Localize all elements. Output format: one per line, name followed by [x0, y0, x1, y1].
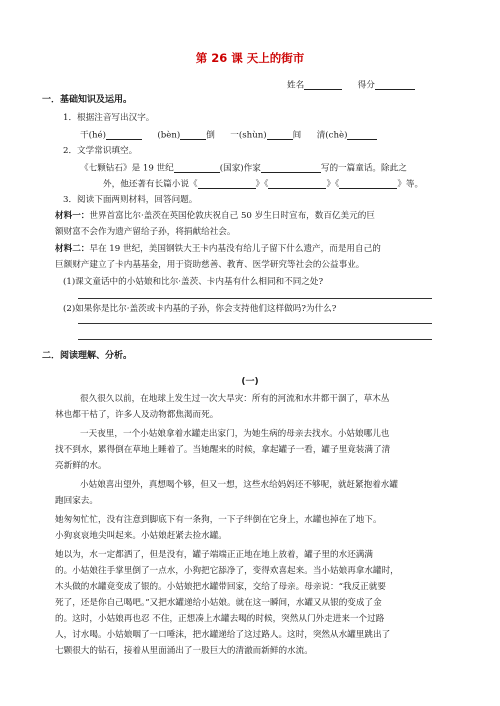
answer-line-1[interactable] [78, 298, 432, 299]
page-title: 第 26 课 天上的街市 [195, 51, 305, 65]
q1-blank-1[interactable] [106, 130, 142, 140]
q2-line2-c: 》《 [326, 179, 340, 190]
score-blank[interactable] [375, 80, 415, 90]
score-label: 得分 [357, 80, 375, 91]
q1-item-1: 干(hé) [80, 130, 106, 141]
q3-sub1: (1)课文童话中的小姑娘和比尔·盖茨、卡内基有什么相同和不同之处? [63, 277, 324, 287]
passage-line: 跑回家去。 [55, 496, 98, 506]
q2-blank-novel-1[interactable] [198, 179, 256, 189]
passage-line: 小姑娘喜出望外，真想喝个够，但又一想，这些水给妈妈还不够呢，就赶紧抱着水罐 [80, 480, 398, 490]
passage-line: 林也都干枯了，许多人及动物都焦渴而死。 [55, 410, 219, 420]
q1-blank-4[interactable] [347, 130, 377, 140]
q2-line1-b: (国家)作家 [219, 163, 261, 174]
q2-line1 [80, 163, 407, 173]
passage-line: 死了，还是你自己喝吧。”又把水罐递给小姑娘。就在这一瞬间，水罐又从银的变成了金 [55, 598, 382, 608]
q3-stem: 3．阅读下面两则材料，回答问题。 [63, 195, 198, 205]
section1-heading: 一．基础知识及运用。 [42, 95, 133, 105]
q2-line1-c: 写的一篇童话。除此之 [320, 163, 407, 174]
q2-blank-author[interactable] [261, 163, 321, 173]
q1-blank-2[interactable] [180, 130, 206, 140]
name-score-row [287, 80, 415, 90]
q1-items [80, 130, 377, 140]
passage-line: 她匆匆忙忙，没有注意到脚底下有一条狗，一下子绊倒在它身上，水罐也掉在了地下。 [55, 515, 382, 525]
q2-line1-a: 《七颗钻石》是 19 世纪 [80, 163, 174, 174]
q1-item-2: (bèn) [157, 130, 181, 141]
material2-text-2: 巨额财产建立了卡内基基金，用于资助慈善、教育、医学研究等社会的公益事业。 [55, 260, 365, 270]
q2-line2-d: 》等。 [397, 179, 424, 190]
passage-line: 七颗很大的钻石，接着从里面涌出了一股巨大的清澈而新鲜的水流。 [55, 646, 313, 656]
material2-line1 [55, 245, 381, 254]
passage-part-label: (一) [241, 377, 259, 387]
material2-text-1: 早在 19 世纪，美国钢铁大王卡内基没有给儿子留下什么遗产，而是用自己的 [89, 244, 381, 254]
q2-line2 [103, 179, 423, 189]
q2-line2-a: 外，他还著有长篇小说《 [103, 179, 198, 190]
material1-line1 [55, 212, 375, 221]
passage-line: 一天夜里，一个小姑娘拿着水罐走出家门，为她生病的母亲去找水。小姑娘哪儿也 [80, 429, 390, 439]
passage-line: 的。这时，小姑娘再也忍 不住，正想凑上水罐去喝的时候，突然从门外走进来一个过路 [55, 614, 385, 624]
answer-line-3[interactable] [78, 339, 432, 340]
passage-line: 很久很久以前，在地球上发生过一次大旱灾：所有的河流和水井都干涸了，草木丛 [80, 394, 390, 404]
q2-blank-country[interactable] [174, 163, 220, 173]
material1-text-2: 额财富不会作为遗产留给子孙，将捐献给社会。 [55, 227, 236, 237]
material1-label: 材料一： [55, 211, 90, 221]
q3-sub2: (2)如果你是比尔·盖茨或卡内基的子孙，你会支持他们这样做吗?为什么? [63, 304, 337, 314]
q2-line2-b: 》《 [255, 179, 269, 190]
passage-line: 木头做的水罐竟变成了银的。小姑娘把水罐带回家，交给了母亲。母亲说：“我反正就要 [55, 582, 386, 592]
q2-blank-novel-2[interactable] [268, 179, 326, 189]
q1-item-3: 一(shùn) [230, 130, 267, 141]
q1-item-2-suffix: 倒 [206, 130, 215, 141]
q2-stem: 2．文学常识填空。 [63, 146, 138, 156]
passage-line: 小狗哀哀地尖叫起来。小姑娘赶紧去捡水罐。 [55, 531, 227, 541]
q1-item-3-suffix: 间 [292, 130, 302, 141]
passage-line: 找不到水，累得倒在草地上睡着了。当她醒来的时候，拿起罐子一看，罐子里竟装满了清 [55, 445, 391, 455]
name-label: 姓名 [287, 80, 305, 91]
q1-item-4: 清(chè) [316, 130, 348, 141]
passage-line: 人，讨水喝。小姑娘咽了一口唾沫，把水罐递给了这过路人。这时，突然从水罐里跳出了 [55, 630, 391, 640]
name-blank[interactable] [304, 80, 342, 90]
q1-stem: 1．根据注音写出汉字。 [63, 113, 155, 123]
q1-blank-3[interactable] [267, 130, 293, 140]
section2-heading: 二．阅读理解、分析。 [42, 351, 133, 361]
passage-line: 亮新鲜的水。 [55, 461, 107, 471]
passage-line: 她以为，水一定都洒了，但是没有，罐子端端正正地在地上放着，罐子里的水还满满 [55, 550, 373, 560]
answer-line-2[interactable] [78, 323, 432, 324]
material1-text-1: 世界首富比尔·盖茨在英国伦敦庆祝自己 50 岁生日时宣布，数百亿美元的巨 [89, 211, 375, 221]
material2-label: 材料二： [55, 244, 90, 254]
q2-blank-novel-3[interactable] [339, 179, 397, 189]
passage-line: 的。小姑娘往手掌里倒了一点水，小狗把它舔净了，变得欢喜起来。当小姑娘再拿水罐时， [55, 566, 399, 576]
